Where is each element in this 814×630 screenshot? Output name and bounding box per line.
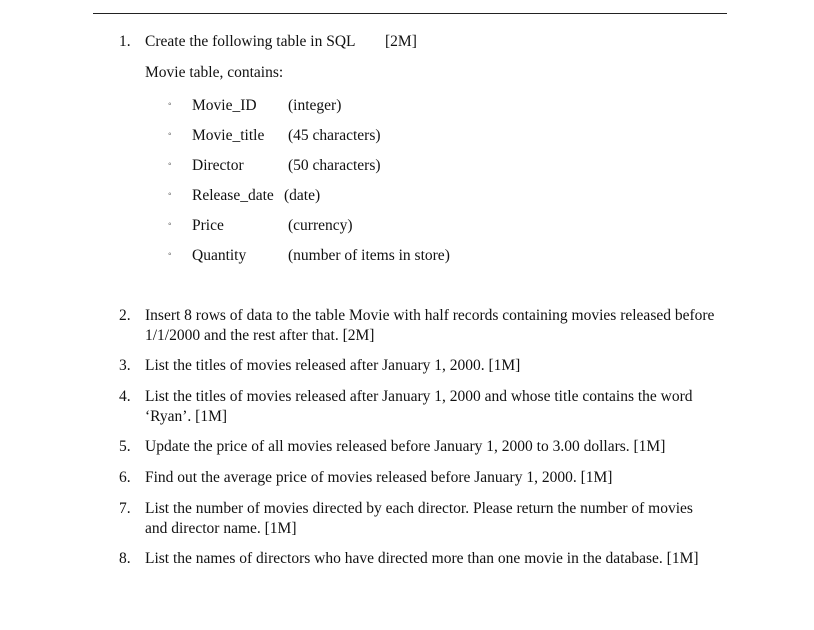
question-text: Find out the average price of movies released before January 1, 2000. [1M]	[145, 469, 613, 486]
top-divider	[93, 13, 727, 14]
field-row	[0, 247, 814, 269]
field-name: Director	[192, 157, 244, 174]
field-name: Movie_ID	[192, 97, 257, 114]
field-type: (date)	[284, 187, 321, 204]
question-text: Insert 8 rows of data to the table Movie with half records containing movies released before 1/1/2000 and the rest after that. [2M]	[145, 307, 715, 344]
bullet-icon: ◦	[168, 189, 172, 200]
bullet-icon: ◦	[168, 99, 172, 110]
field-row	[0, 217, 814, 239]
question-number: 8.	[119, 550, 131, 567]
field-name: Movie_title	[192, 127, 265, 144]
field-row	[0, 187, 814, 209]
table-subtitle: Movie table, contains:	[145, 64, 284, 81]
bullet-icon: ◦	[168, 219, 172, 230]
question-number: 6.	[119, 469, 131, 486]
question-number: 7.	[119, 500, 131, 517]
field-type: (currency)	[288, 217, 353, 234]
field-type: (number of items in store)	[288, 247, 450, 264]
bullet-icon: ◦	[168, 129, 172, 140]
question-number: 3.	[119, 357, 131, 374]
question-text: Update the price of all movies released before January 1, 2000 to 3.00 dollars. [1M]	[145, 438, 666, 455]
field-type: (50 characters)	[288, 157, 381, 174]
bullet-icon: ◦	[168, 249, 172, 260]
field-row	[0, 127, 814, 149]
question-text: List the names of directors who have directed more than one movie in the database. [1M]	[145, 550, 699, 567]
question-number: 4.	[119, 388, 131, 405]
question-marks: [2M]	[385, 33, 417, 50]
field-name: Release_date	[192, 187, 274, 204]
field-type: (integer)	[288, 97, 342, 114]
question-number: 2.	[119, 307, 131, 324]
field-name: Price	[192, 217, 224, 234]
field-name: Quantity	[192, 247, 247, 264]
question-number: 5.	[119, 438, 131, 455]
bullet-icon: ◦	[168, 159, 172, 170]
field-type: (45 characters)	[288, 127, 381, 144]
question-number: 1.	[119, 33, 131, 50]
question-text: List the titles of movies released after January 1, 2000. [1M]	[145, 357, 521, 374]
field-row	[0, 97, 814, 119]
question-text: Create the following table in SQL	[145, 33, 356, 50]
question-text: List the number of movies directed by each director. Please return the number of movies and director name. [1M]	[145, 500, 693, 537]
question-text: List the titles of movies released after January 1, 2000 and whose title contains the word ‘Ryan’. [1M]	[145, 388, 693, 425]
field-row	[0, 157, 814, 179]
